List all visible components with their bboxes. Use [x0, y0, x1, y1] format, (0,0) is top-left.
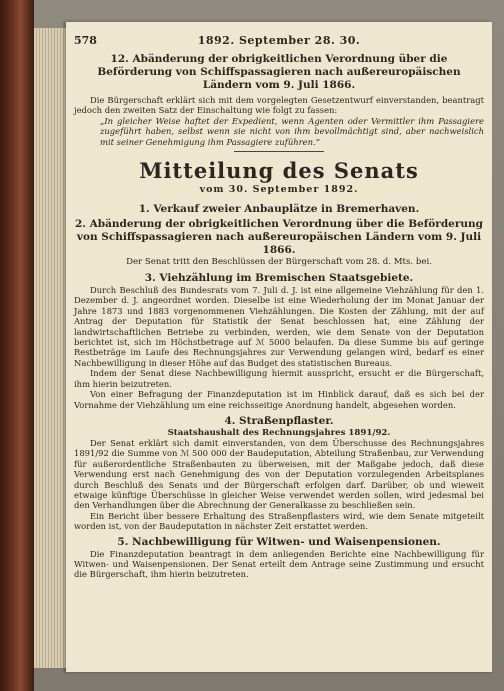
item-4-heading: 4. Straßenpflaster. [224, 414, 334, 427]
book-page [66, 22, 492, 672]
top-item-paragraph: Die Bürgerschaft erklärt sich mit dem vorgelegten Gesetzentwurf einverstanden, beantragt jedoch den zweiten Satz der Einschaltung wie folgt zu fassen: [74, 95, 484, 116]
item-3-paragraph-3: Von einer Befragung der Finanzdeputation ist im Hinblick darauf, daß es sich bei der Vornahme der Viehzählung um eine reichsseitige Anordnung handelt, abgesehen worden. [74, 389, 484, 410]
top-item-quote: „In gleicher Weise haftet der Expedient, wenn Agenten oder Vermittler ihm Passagiere zugeführt haben, selbst wenn sie nicht von ihm bevollmächtigt sind, aber nachweislich mit seiner Genehmigung ihm Passagiere zuführen.“ [100, 115, 484, 147]
page-content [74, 30, 484, 580]
item-3-heading: 3. Viehzählung im Bremischen Staatsgebiete. [144, 272, 414, 285]
section-title: Mitteilung des Senats [139, 158, 419, 184]
running-header [74, 30, 484, 50]
item-5-paragraph-1: Die Finanzdeputation beantragt in dem anliegenden Berichte eine Nachbewilligung für Witwen- und Waisenpensionen. Der Senat erteilt dem Antrage seine Zustimmung und ersucht die Bürgerschaft, ihm hierin beizutreten. [74, 548, 484, 580]
item-3-paragraph-2: Indem der Senat diese Nachbewilligung hiermit ausspricht, ersucht er die Bürgerschaft, ihm hierin beizutreten. [74, 368, 484, 389]
section-subtitle: vom 30. September 1892. [199, 184, 359, 196]
header-date: 1892. September 28. 30. [197, 34, 361, 47]
page-edges [34, 28, 70, 668]
top-item-heading: 12. Abänderung der obrigkeitlichen Verordnung über die Beförderung von Schiffspassagieren nach außereuropäischen Ländern vom 9. Juli 1866. [97, 53, 461, 91]
item-2-heading: 2. Abänderung der obrigkeitlichen Verordnung über die Beförderung von Schiffspassagieren nach außereuropäischen Ländern vom 9. Juli 1866. [74, 218, 483, 257]
item-5-heading: 5. Nachbewilligung für Witwen- und Waisenpensionen. [117, 535, 441, 548]
divider [234, 151, 324, 152]
item-1-heading: 1. Verkauf zweier Anbauplätze in Bremerhaven. [138, 203, 420, 216]
page-number: 578 [74, 34, 97, 47]
item-3-paragraph-1: Durch Beschluß des Bundesrats vom 7. Juli d. J. ist eine allgemeine Viehzählung für den 1. Dezember d. J. angeordnet worden. Dieselbe ist eine Wiederholung der im Monat Januar der Jahre 1873 und 1883 vorgenommenen Viehzählungen. Die Kosten der Zählung, mit der auf Antrag der Deputation für Statistik der Senat beschlossen hat, eine Zählung der landwirtschaftlichen Betriebe zu verbinden, werden, wie dem Senate von der Deputation berichtet ist, sich im Höchstbetrage auf ℳ 5000 belaufen. Da diese Summe bis auf geringe Restbeträge im Laufe des Rechnungsjahres zur Verwendung gelangen wird, bedarf es einer Nachbewilligung in dieser Höhe auf das Budget des statistischen Bureaus. [74, 285, 484, 368]
book-spine [0, 0, 34, 691]
item-2-text: Der Senat tritt den Beschlüssen der Bürgerschaft vom 28. d. Mts. bei. [126, 257, 432, 268]
item-4-paragraph-1: Der Senat erklärt sich damit einverstanden, von dem Überschusse des Rechnungsjahres 1891/92 die Summe von ℳ 500 000 der Baudeputation, Abteilung Straßenbau, zur Verwendung für außerordentliche Straßenbauten zu überweisen, mit der Maßgabe jedoch, daß diese Verwendung erst nach Genehmigung des von der Deputation vorzulegenden Arbeitsplanes durch Beschluß des Senats und der Bürgerschaft erfolgen darf. Darüber, ob und wieweit etwaige künftige Überschüsse in gleicher Weise verwendet werden sollen, wird jedesmal bei den Verhandlungen über die Abrechnung der Generalkasse zu beschließen sein. [74, 437, 484, 511]
item-4-paragraph-2: Ein Bericht über bessere Erhaltung des Straßenpflasters wird, wie dem Senate mitgeteilt worden ist, von der Baudeputation in nächster Zeit erstattet werden. [74, 510, 484, 532]
item-4-subheading: Staatshaushalt des Rechnungsjahres 1891/92. [167, 427, 391, 438]
